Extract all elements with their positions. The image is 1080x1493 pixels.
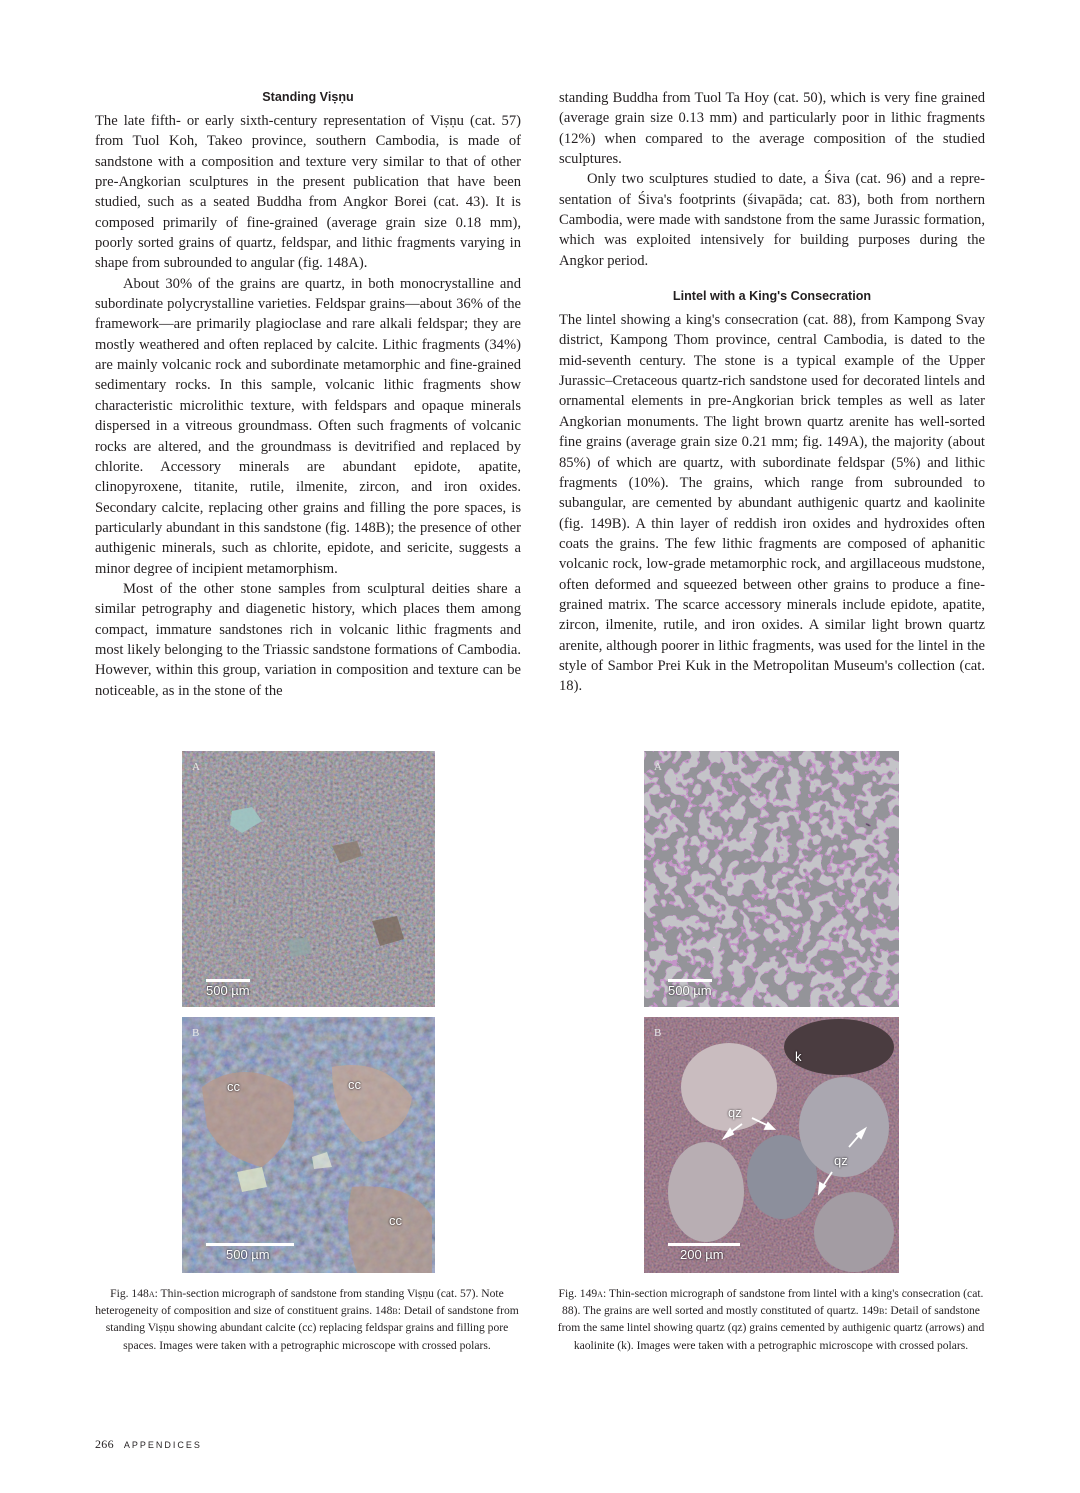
caption-panel-letter: b (392, 1304, 398, 1318)
scale-bar-line (668, 1243, 740, 1246)
label-calcite: cc (348, 1077, 361, 1092)
scale-bar-line (206, 1243, 294, 1246)
page-footer (95, 1437, 202, 1452)
scale-bar-line (206, 979, 250, 982)
micrograph-149a-image (644, 751, 899, 1007)
scale-bar-label: 200 µm (680, 1247, 724, 1262)
caption-text: : Thin-section micrograph of sandstone from standing Viṣṇu (cat. 57). Note heterogeneity of composition and size of constituent grains. 148 (95, 1287, 504, 1318)
section-name: APPENDICES (123, 1440, 202, 1450)
section-heading-lintel: Lintel with a King's Consecration (672, 289, 872, 304)
micrograph-149b (644, 1017, 899, 1273)
paragraph: Most of the other stone samples from sculptural deities share a similar petrography and diagenetic history, which places them among compact, immature sandstones rich in volcanic lithic fragments and most likely belonging to the Triassic sandstone formations of Cambodia. However, within this group, variation in composition and texture can be noticeable, as in the stone of the (95, 580, 521, 699)
label-quartz: qz (834, 1153, 848, 1168)
micrograph-149b-image (644, 1017, 899, 1273)
scale-bar-label: 500 µm (226, 1247, 270, 1262)
scale-bar-line (668, 979, 712, 982)
micrograph-149a (644, 751, 899, 1007)
caption-panel-letter: a (148, 1287, 155, 1300)
paragraph: standing Buddha from Tuol Ta Hoy (cat. 50), which is very fine grained (average grain size 0.13 mm) and particularly poor in lithic fragments (12%) when compared to the average composition of the studied sculptures. (559, 90, 985, 168)
figure-caption-149 (556, 1285, 986, 1354)
micrograph-148a (182, 751, 435, 1007)
micrograph-148b (182, 1017, 435, 1273)
scale-bar (668, 979, 712, 998)
label-kaolinite: k (795, 1049, 802, 1064)
label-calcite: cc (389, 1213, 402, 1228)
caption-text: : Detail of sandstone from standing Viṣṇu showing abundant calcite (cc) replacing feldspar grains and filling pore spaces. Images were taken with a petrographic microscope with crossed polars. (105, 1304, 519, 1352)
right-column (559, 88, 985, 697)
caption-fig-number: Fig. 149 (558, 1287, 598, 1300)
label-calcite: cc (227, 1079, 240, 1094)
page-number: 266 (95, 1437, 114, 1451)
scale-bar (206, 1243, 294, 1262)
caption-panel-letter: a (597, 1287, 603, 1300)
paragraph: The lintel showing a king's consecration (cat. 88), from Kampong Svay district, Kampong Thom province, central Cambodia, is dated to the mid-seventh century. The stone is a typical example of the Upper Jurassic–Cretaceous quartz-rich sandstone used for decorated lintels and ornamental elements in pre-Angkorian brick temples as well as later Angkorian monuments. The light brown quartz arenite has well-sorted fine grains (average grain size 0.21 mm; fig. 149A), the majority (about 85%) of which are quartz, with subordinate feldspar (5%) and lithic fragments (10%). The grains, which range from subrounded to subangular, are cemented by abundant authigenic quartz and kaolinite (fig. 149B). A thin layer of reddish iron oxides and hydroxides often coats the grains. The few lithic fragments are composed of aphanitic volcanic rock, low-grade metamorphic rock, and argillaceous mudstone, often deformed and squeezed between other grains to produce a fine-grained matrix. The scarce accessory minerals include epidote, apatite, zircon, ilmenite, rutile, and iron oxides. A similar light brown quartz arenite, although poorer in lithic fragments, was used for the lintel in the style of Sambor Prei Kuk in the Metropolitan Museum's collection (cat. 18). (559, 312, 985, 695)
panel-letter: A (192, 761, 200, 773)
scale-bar-label: 500 µm (206, 983, 250, 998)
figure-caption-148 (92, 1285, 522, 1354)
scale-bar-label: 500 µm (668, 983, 712, 998)
caption-fig-number: Fig. 148 (110, 1287, 149, 1300)
label-quartz: qz (728, 1105, 742, 1120)
section-heading-standing-vishnu: Standing Viṣṇu (262, 90, 354, 104)
caption-text: : Detail of sandstone from the same lintel showing quartz (qz) grains cemented by authigenic quartz (arrows) and kaolinite (k). Images were taken with a petrographic microscope with crossed polars. (557, 1304, 985, 1352)
caption-text: : Thin-section micrograph of sandstone from lintel with a king's consecration (cat. 88). The grains are well sorted and mostly constituted of quartz. 149 (562, 1287, 984, 1318)
panel-letter: A (654, 761, 662, 773)
panel-letter: B (654, 1027, 662, 1039)
micrograph-148a-image (182, 751, 435, 1007)
left-column (95, 88, 521, 701)
paragraph: Only two sculptures studied to date, a Śiva (cat. 96) and a representation of Śiva's footprints (śivapāda; cat. 83), both from northern Cambodia, were made with sandstone from the same Jurassic formation, which was exploited intensively for building purposes during the Angkor period. (559, 171, 985, 269)
paragraph: The late fifth- or early sixth-century representation of Viṣṇu (cat. 57) from Tuol Koh, Takeo province, southern Cambodia, is made of sandstone with a composition and texture very similar to that of other pre-Angkorian sculptures in the present publication that have been studied, such as a seated Buddha from Angkor Borei (cat. 43). It is composed primarily of fine-grained (average grain size 0.18 mm), poorly sorted grains of quartz, feldspar, and lithic fragments varying in shape from subrounded to angular (fig. 148A). (95, 113, 521, 272)
panel-letter: B (192, 1027, 200, 1039)
scale-bar (206, 979, 250, 998)
scale-bar (668, 1243, 740, 1262)
paragraph: About 30% of the grains are quartz, in both monocrystalline and subordinate polycrystalline varieties. Feldspar grains—about 36% of the framework—are primarily plagioclase and rare alkali feldspar; they are mostly weathered and often replaced by calcite. Lithic fragments (34%) are mainly volcanic rock and subordinate metamorphic and fine-grained sedimentary rocks. In this sample, volcanic lithic fragments show characteristic microlithic texture, with feldspars and opaque minerals dispersed in a vitreous groundmass. Often such fragments of volcanic rocks are altered, and the groundmass is devitrified and replaced by chlorite. Accessory minerals are abundant epidote, apatite, clinopyroxene, titanite, rutile, ilmenite, zircon, and iron oxides. Secondary calcite, replacing other grains and filling the pore spaces, is particularly abundant in this sandstone (fig. 148B); the presence of other authigenic minerals, such as chlorite, epidote, and sericite, suggests a minor degree of incipient metamorphism. (95, 275, 521, 577)
micrograph-148b-image (182, 1017, 435, 1273)
caption-panel-letter: b (878, 1304, 885, 1318)
